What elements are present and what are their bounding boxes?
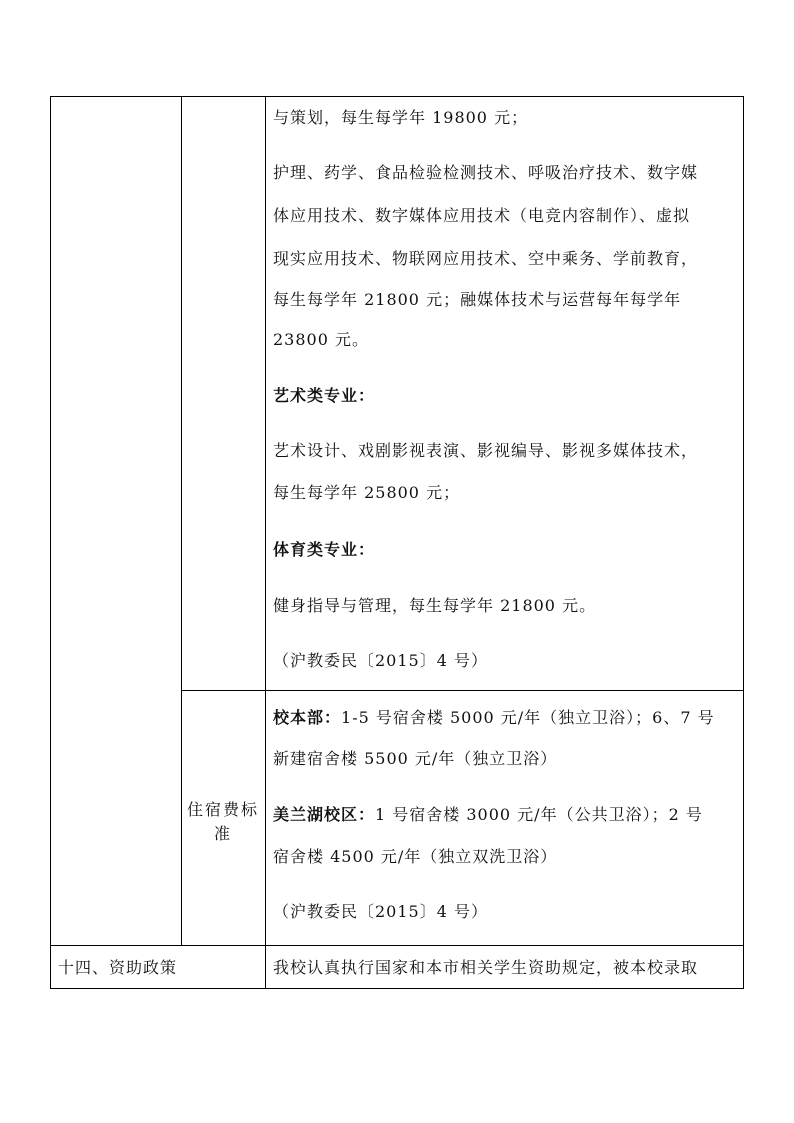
dorm-fee-label-line-2: 准 <box>213 824 232 843</box>
tuition-para-2-line-5: 23800 元。 <box>273 330 369 349</box>
meilanhu-line-1 <box>273 805 703 825</box>
table-bottom-border <box>50 988 744 989</box>
tuition-para-2-line-4: 每生每学年 21800 元；融媒体技术与运营每年每学年 <box>273 290 682 309</box>
main-campus-line-2: 新建宿舍楼 5500 元/年（独立卫浴） <box>273 749 558 768</box>
tuition-reference: （沪教委民〔2015〕4 号） <box>273 651 488 670</box>
meilanhu-label: 美兰湖校区： <box>273 805 376 824</box>
main-campus-text-1: 1-5 号宿舍楼 5000 元/年（独立卫浴）；6、7 号 <box>341 708 715 727</box>
meilanhu-text-1: 1 号宿舍楼 3000 元/年（公共卫浴）；2 号 <box>375 805 703 824</box>
table-right-border <box>743 96 744 989</box>
dorm-fee-label <box>182 798 264 846</box>
tuition-para-2-line-2: 体应用技术、数字媒体应用技术（电竞内容制作）、虚拟 <box>273 206 691 225</box>
art-line-2: 每生每学年 25800 元； <box>273 483 461 502</box>
tuition-line-1: 与策划，每生每学年 19800 元； <box>273 108 529 127</box>
art-line-1: 艺术设计、戏剧影视表演、影视编导、影视多媒体技术， <box>273 441 699 460</box>
table-left-border <box>50 96 51 989</box>
table-top-border <box>50 96 744 97</box>
section-14-label: 十四、资助政策 <box>58 958 178 977</box>
main-campus-line-1 <box>273 708 715 728</box>
section-14-content: 我校认真执行国家和本市相关学生资助规定，被本校录取 <box>273 958 699 977</box>
main-campus-label: 校本部： <box>273 708 342 727</box>
art-heading: 艺术类专业： <box>273 386 376 405</box>
tuition-para-2-line-3: 现实应用技术、物联网应用技术、空中乘务、学前教育， <box>273 249 699 268</box>
section14-row-top-border <box>50 945 744 946</box>
sport-line: 健身指导与管理，每生每学年 21800 元。 <box>273 596 597 615</box>
dorm-fee-label-line-1: 住宿费标 <box>186 800 259 819</box>
sport-heading: 体育类专业： <box>273 540 376 559</box>
meilanhu-line-2: 宿舍楼 4500 元/年（独立双洗卫浴） <box>273 847 558 866</box>
dorm-reference: （沪教委民〔2015〕4 号） <box>273 902 488 921</box>
column-divider-2 <box>265 96 266 989</box>
tuition-para-2-line-1: 护理、药学、食品检验检测技术、呼吸治疗技术、数字媒 <box>273 163 699 182</box>
